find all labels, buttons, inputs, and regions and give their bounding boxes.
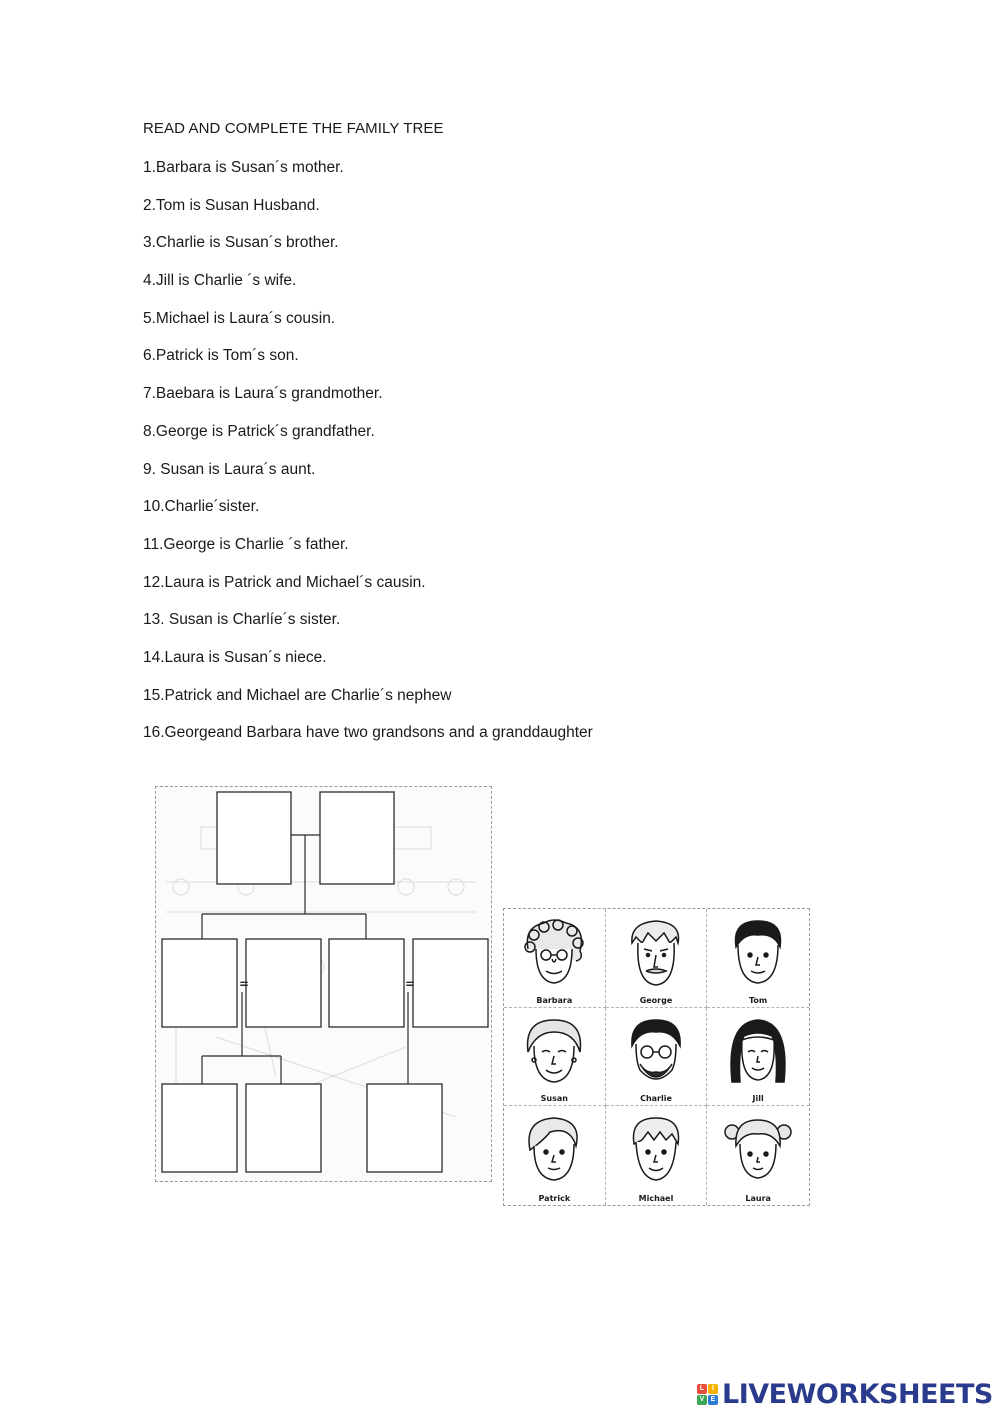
sentence-item: 11.George is Charlie ´s father. (143, 535, 349, 553)
liveworksheets-logo (697, 1378, 993, 1410)
family-tree-panel (155, 786, 492, 1182)
man-portrait-icon (718, 913, 798, 993)
sentence-item: 3.Charlie is Susan´s brother. (143, 234, 339, 252)
portrait-name: Patrick (538, 1193, 571, 1203)
sentence-item: 13. Susan is Charlíe´s sister. (143, 611, 341, 629)
sentence-item: 16.Georgeand Barbara have two grandsons and a granddaughter (143, 724, 593, 742)
tree-box-parent-4[interactable] (413, 939, 488, 1027)
sentence-item: 8.George is Patrick´s grandfather. (143, 422, 375, 440)
bearded-man-portrait-icon (616, 1012, 696, 1092)
tree-box-child-1[interactable] (162, 1084, 237, 1172)
portrait-patrick (504, 1106, 606, 1205)
portrait-george (606, 909, 708, 1008)
tree-box-grandparent-2[interactable] (320, 792, 394, 884)
sentence-item: 5.Michael is Laura´s cousin. (143, 309, 336, 327)
tree-box-child-3[interactable] (367, 1084, 442, 1172)
grandfather-portrait-icon (616, 913, 696, 993)
portrait-tom (707, 909, 809, 1008)
portrait-barbara (504, 909, 606, 1008)
portrait-name: Michael (638, 1193, 674, 1203)
portrait-name: George (639, 995, 673, 1005)
worksheet-title: READ AND COMPLETE THE FAMILY TREE (143, 120, 444, 137)
portrait-michael (606, 1106, 708, 1205)
sentence-item: 1.Barbara is Susan´s mother. (143, 159, 344, 176)
logo-mark-letter: E (708, 1395, 718, 1405)
logo-mark-letter: L (697, 1384, 707, 1394)
young-woman-portrait-icon (718, 1012, 798, 1092)
boy-portrait-icon (514, 1110, 594, 1190)
marriage-sign: = (405, 977, 416, 991)
tree-box-parent-1[interactable] (162, 939, 237, 1027)
sentence-item: 2.Tom is Susan Husband. (143, 196, 320, 214)
sentence-list (143, 158, 593, 761)
tree-box-parent-3[interactable] (329, 939, 404, 1027)
grandmother-portrait-icon (514, 913, 594, 993)
portrait-susan (504, 1008, 606, 1107)
portrait-name: Charlie (640, 1094, 672, 1104)
portrait-charlie (606, 1008, 708, 1107)
sentence-item: 4.Jill is Charlie ´s wife. (143, 272, 297, 290)
family-tree-diagram (156, 787, 492, 1182)
marriage-sign: = (239, 977, 250, 991)
logo-mark-letter: I (708, 1384, 718, 1394)
tree-box-grandparent-1[interactable] (217, 792, 291, 884)
portrait-grid (503, 908, 810, 1206)
portrait-jill (707, 1008, 809, 1107)
sentence-item: 10.Charlie´sister. (143, 498, 260, 516)
sentence-item: 6.Patrick is Tom´s son. (143, 347, 299, 365)
sentence-item: 14.Laura is Susan´s niece. (143, 648, 327, 666)
logo-mark-letter: V (697, 1395, 707, 1405)
sentence-item: 12.Laura is Patrick and Michael´s causin. (143, 573, 426, 591)
sentence-item: 9. Susan is Laura´s aunt. (143, 460, 316, 478)
portrait-laura (707, 1106, 809, 1205)
portrait-name: Jill (752, 1094, 764, 1104)
portrait-name: Barbara (536, 995, 573, 1005)
portrait-name: Tom (749, 995, 768, 1005)
tree-box-parent-2[interactable] (246, 939, 321, 1027)
portrait-name: Laura (745, 1193, 771, 1203)
woman-portrait-icon (514, 1012, 594, 1092)
girl-portrait-icon (718, 1110, 798, 1190)
tree-box-child-2[interactable] (246, 1084, 321, 1172)
boy-portrait-icon (616, 1110, 696, 1190)
sentence-item: 15.Patrick and Michael are Charlie´s nephew (143, 686, 452, 704)
sentence-item: 7.Baebara is Laura´s grandmother. (143, 385, 383, 403)
logo-mark-icon (697, 1384, 718, 1405)
logo-text: LIVEWORKSHEETS (722, 1378, 993, 1410)
portrait-name: Susan (540, 1094, 568, 1104)
